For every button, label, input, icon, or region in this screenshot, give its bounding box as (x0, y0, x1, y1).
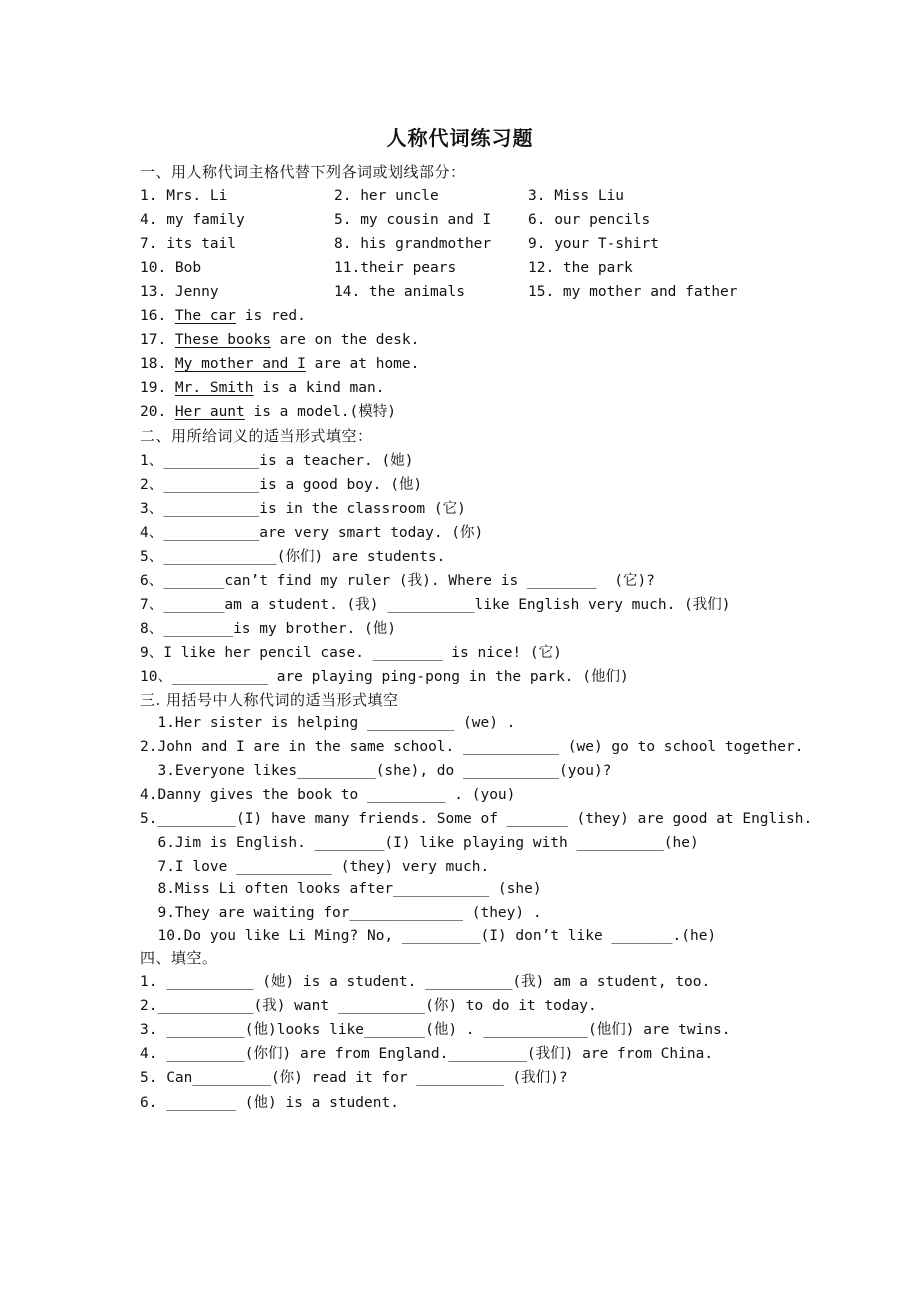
grid-row (140, 208, 651, 232)
item-number: 19. (140, 380, 175, 396)
fill-item: 6、_______can’t find my ruler (我). Where is ________ (它)? (140, 573, 655, 589)
section3-heading: 三. 用括号中人称代词的适当形式填空 (140, 691, 399, 709)
grid-item: 11.their pears (334, 260, 457, 276)
grid-item: 12. the park (528, 260, 633, 276)
fill-item: 5._________(I) have many friends. Some of _______ (they) are good at English. (140, 811, 813, 827)
fill-item: 7、_______am a student. (我) __________like English very much. (我们) (140, 597, 731, 613)
item-text: is a model.(模特) (244, 404, 396, 420)
item-text: is red. (236, 308, 306, 324)
fill-item: 1. __________ (她) is a student. __________(我) am a student, too. (140, 974, 711, 990)
item-number: 16. (140, 308, 175, 324)
underlined-phrase: The car (174, 308, 237, 324)
grid-item: 3. Miss Liu (528, 188, 625, 204)
grid-row (140, 184, 625, 208)
grid-item: 13. Jenny (140, 284, 219, 300)
grid-item: 10. Bob (140, 260, 202, 276)
section2-heading: 二、用所给词义的适当形式填空： (140, 427, 373, 445)
fill-item: 9、I like her pencil case. ________ is nice! (它) (140, 645, 562, 661)
underline-item (140, 328, 419, 352)
fill-item: 2、___________is a good boy. (他) (140, 477, 423, 493)
fill-item: 3.Everyone likes_________(she), do ___________(you)? (140, 763, 612, 779)
grid-row (140, 256, 633, 280)
fill-item: 3. _________(他)looks like_______(他) . ____________(他们) are twins. (140, 1022, 731, 1038)
underline-item (140, 376, 384, 400)
fill-item: 4. _________(你们) are from England._________(我们) are from China. (140, 1046, 714, 1062)
page-title: 人称代词练习题 (386, 126, 534, 150)
underline-item (140, 352, 419, 376)
grid-item: 2. her uncle (334, 188, 439, 204)
fill-item: 9.They are waiting for_____________ (they) . (140, 905, 542, 921)
item-text: are at home. (305, 356, 420, 372)
grid-row (140, 280, 738, 304)
fill-item: 10、___________ are playing ping-pong in the park. (他们) (140, 669, 629, 685)
fill-item: 8.Miss Li often looks after___________ (she) (140, 881, 542, 897)
fill-item: 4.Danny gives the book to _________ . (you) (140, 787, 516, 803)
grid-item: 5. my cousin and I (334, 212, 492, 228)
item-text: is a kind man. (253, 380, 385, 396)
fill-item: 1、___________is a teacher. (她) (140, 453, 414, 469)
section1-heading: 一、用人称代词主格代替下列各词或划线部分： (140, 163, 466, 181)
fill-item: 8、________is my brother. (他) (140, 621, 396, 637)
underline-item (140, 304, 306, 328)
fill-item: 5、_____________(你们) are students. (140, 549, 446, 565)
grid-item: 15. my mother and father (528, 284, 738, 300)
item-number: 20. (140, 404, 175, 420)
section4-heading: 四、填空。 (140, 949, 218, 967)
fill-item: 6.Jim is English. ________(I) like playing with __________(he) (140, 835, 699, 851)
fill-item: 2.John and I are in the same school. ___________ (we) go to school together. (140, 739, 804, 755)
fill-item: 4、___________are very smart today. (你) (140, 525, 484, 541)
underlined-phrase: My mother and I (174, 356, 306, 372)
item-text: are on the desk. (270, 332, 420, 348)
grid-item: 8. his grandmother (334, 236, 492, 252)
underlined-phrase: Mr. Smith (174, 380, 254, 396)
grid-item: 14. the animals (334, 284, 465, 300)
underlined-phrase: Her aunt (174, 404, 245, 420)
item-number: 17. (140, 332, 175, 348)
grid-item: 7. its tail (140, 236, 237, 252)
grid-item: 6. our pencils (528, 212, 651, 228)
fill-item: 5. Can_________(你) read it for __________ (我们)? (140, 1070, 568, 1086)
underline-item (140, 400, 396, 424)
grid-item: 4. my family (140, 212, 245, 228)
grid-item: 9. your T-shirt (528, 236, 659, 252)
grid-item: 1. Mrs. Li (140, 188, 228, 204)
fill-item: 1.Her sister is helping __________ (we) . (140, 715, 516, 731)
fill-item: 6. ________ (他) is a student. (140, 1095, 399, 1111)
fill-item: 2.___________(我) want __________(你) to do it today. (140, 998, 597, 1014)
underlined-phrase: These books (174, 332, 271, 348)
fill-item: 10.Do you like Li Ming? No, _________(I) don’t like _______.(he) (140, 928, 717, 944)
grid-row (140, 232, 659, 256)
fill-item: 3、___________is in the classroom (它) (140, 501, 466, 517)
fill-item: 7.I love ___________ (they) very much. (140, 859, 490, 875)
item-number: 18. (140, 356, 175, 372)
